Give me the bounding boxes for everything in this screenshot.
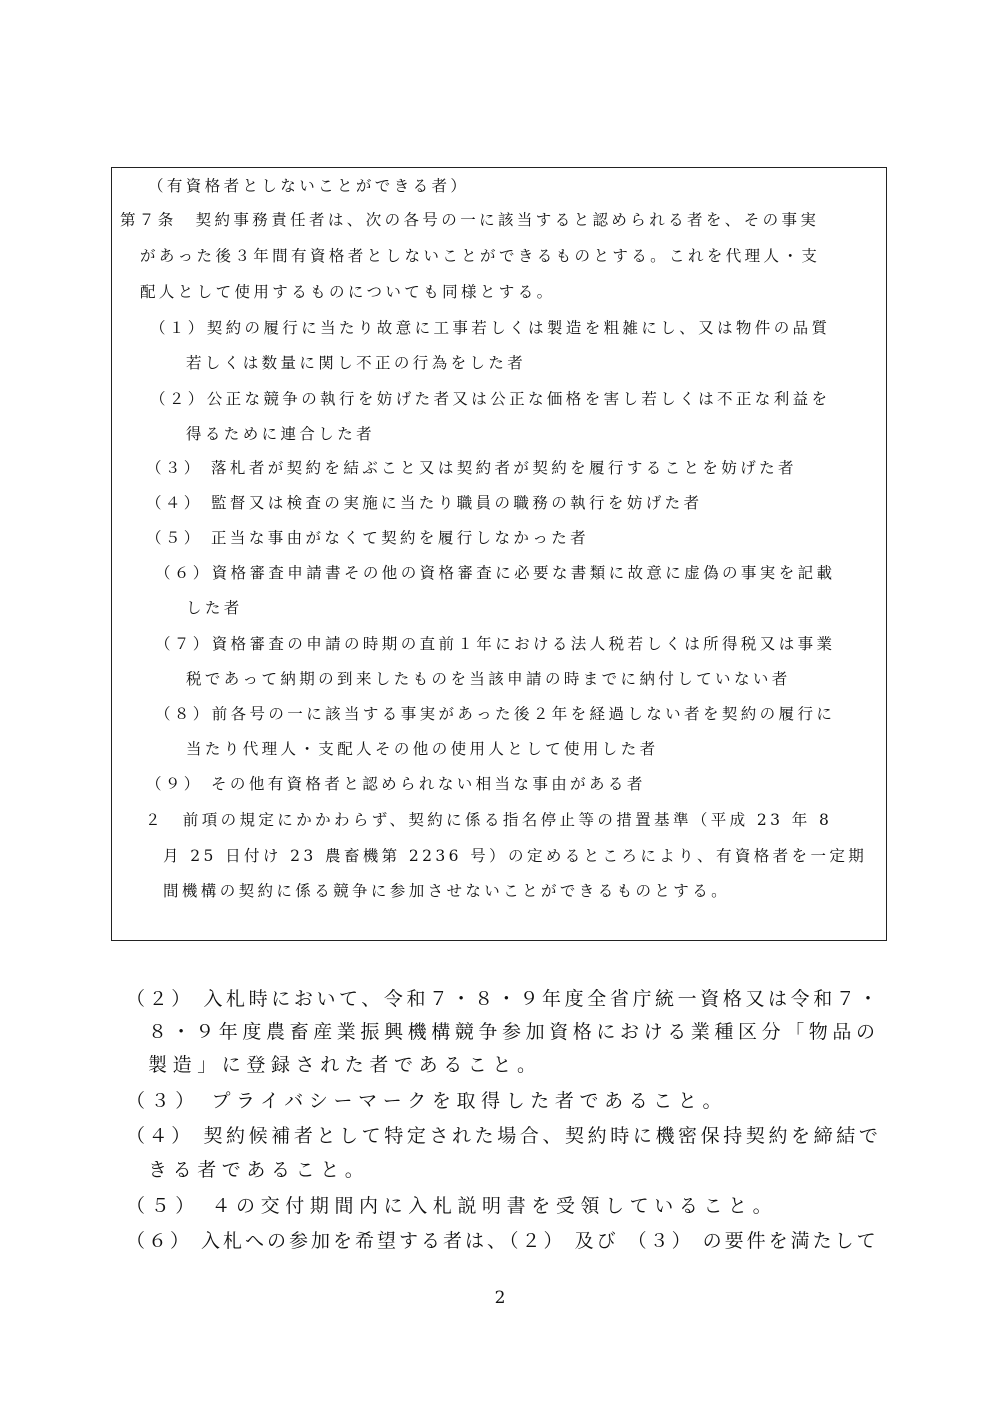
article-line: があった後３年間有資格者としないことができるものとする。これを代理人・支 [140, 247, 821, 265]
requirement-5: （５） ４の交付期間内に入札説明書を受領していること。 [126, 1195, 778, 1217]
article-paragraph-2: ２ 前項の規定にかかわらず、契約に係る指名停止等の措置基準（平成 23 年 8 [145, 811, 833, 829]
article-paragraph-2-cont: 月 25 日付け 23 農畜機第 2236 号）の定めるところにより、有資格者を一定期 [163, 847, 868, 865]
article-item-2-cont: 得るために連合した者 [186, 425, 376, 443]
article-item-9: （９） その他有資格者と認められない相当な事由がある者 [146, 775, 646, 793]
requirement-2: （２） 入札時において、令和７・８・９年度全省庁統一資格又は令和７・ [126, 988, 882, 1010]
article-item-6-cont: した者 [186, 599, 243, 617]
article-item-4: （４） 監督又は検査の実施に当たり職員の職務の執行を妨げた者 [146, 494, 703, 512]
article-heading: （有資格者としないことができる者） [148, 177, 470, 195]
requirement-2-cont: ８・９年度農畜産業振興機構競争参加資格における業種区分「物品の [148, 1021, 880, 1043]
article-item-2: （２）公正な競争の執行を妨げた者又は公正な価格を害し若しくは不正な利益を [150, 390, 831, 408]
article-item-8-cont: 当たり代理人・支配人その他の使用人として使用した者 [186, 740, 659, 758]
article-item-1: （１）契約の履行に当たり故意に工事若しくは製造を粗雑にし、又は物件の品質 [150, 319, 831, 337]
article-paragraph-2-cont: 間機構の契約に係る競争に参加させないことができるものとする。 [163, 882, 731, 900]
article-item-8: （８）前各号の一に該当する事実があった後２年を経過しない者を契約の履行に [155, 705, 836, 723]
article-line: 第７条 契約事務責任者は、次の各号の一に該当すると認められる者を、その事実 [120, 211, 820, 229]
requirement-6: （６） 入札への参加を希望する者は、（２） 及び （３） の要件を満たして [126, 1230, 879, 1252]
page-number: 2 [494, 1288, 506, 1308]
article-item-5: （５） 正当な事由がなくて契約を履行しなかった者 [146, 529, 590, 547]
requirement-2-cont: 製造」に登録された者であること。 [148, 1054, 542, 1076]
article-item-7: （７）資格審査の申請の時期の直前１年における法人税若しくは所得税又は事業 [155, 635, 836, 653]
article-line: 配人として使用するものについても同様とする。 [140, 283, 556, 301]
requirement-3: （３） プライバシーマークを取得した者であること。 [126, 1090, 728, 1112]
requirement-4-cont: きる者であること。 [148, 1159, 370, 1181]
article-item-7-cont: 税であって納期の到来したものを当該申請の時までに納付していない者 [186, 670, 791, 688]
article-item-6: （６）資格審査申請書その他の資格審査に必要な書類に故意に虚偽の事実を記載 [155, 564, 836, 582]
article-item-1-cont: 若しくは数量に関し不正の行為をした者 [186, 354, 527, 372]
requirement-4: （４） 契約候補者として特定された場合、契約時に機密保持契約を締結で [126, 1125, 882, 1147]
article-item-3: （３） 落札者が契約を結ぶこと又は契約者が契約を履行することを妨げた者 [146, 459, 797, 477]
